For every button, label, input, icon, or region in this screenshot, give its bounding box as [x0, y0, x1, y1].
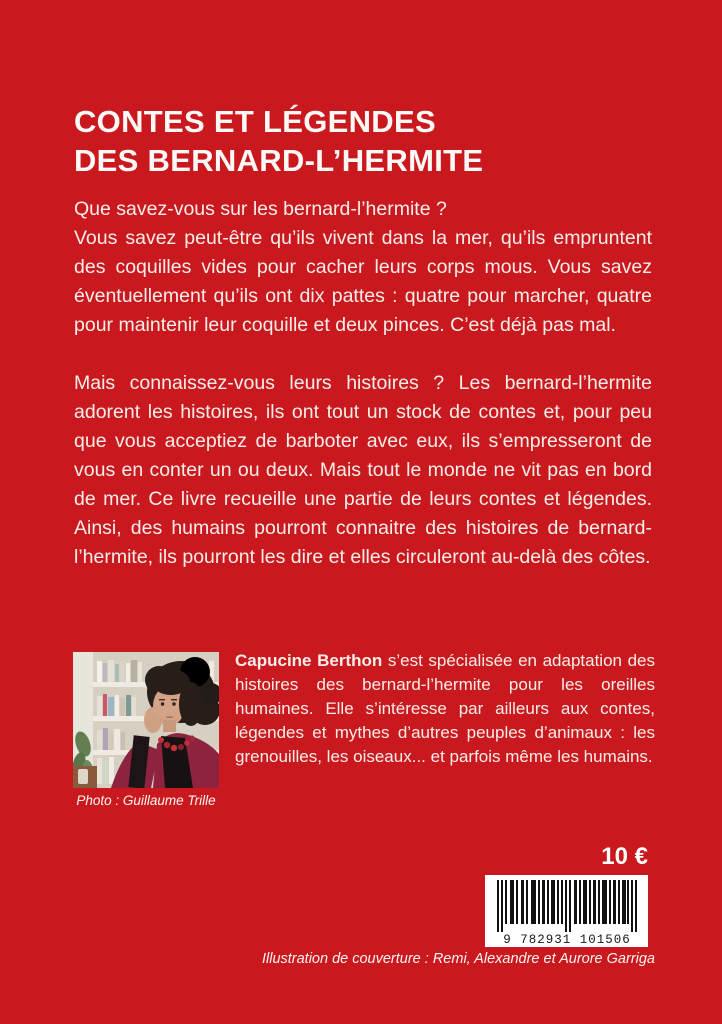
- author-name: Capucine Berthon: [235, 651, 383, 670]
- author-photo-column: [73, 652, 219, 808]
- barcode-image: [485, 875, 648, 947]
- author-bio-text: s’est spécialisée en adaptation des histoires des bernard-l’hermite pour les oreilles humaines. Elle s’intéresse par ailleurs aux contes, légendes et mythes d’autres peuples d’animaux : les grenouilles, les oiseaux... et parfois même les humains.: [235, 651, 655, 766]
- author-section: [73, 652, 655, 808]
- photo-caption: Photo : Guillaume Trille: [76, 793, 216, 808]
- barcode: [485, 875, 648, 947]
- price-label: 10 €: [601, 843, 648, 870]
- isbn-number: 9 782931 101506: [503, 933, 631, 947]
- synopsis-paragraph-3: Mais connaissez-vous leurs histoires ? Les bernard-l’hermite adorent les histoires, ils ont tout un stock de contes et, pour peu que vous acceptiez de barboter avec eux, ils s’empresseront de vous en conter un ou deux. Mais tout le monde ne vit pas en bord de mer. Ce livre recueille une partie de leurs contes et légendes. Ainsi, des humains pourront connaitre des histoires de bernard-l’hermite, ils pourront les dire et elles circuleront au-delà des côtes.: [74, 372, 652, 568]
- book-title: [74, 102, 483, 180]
- synopsis-paragraph-1: Que savez-vous sur les bernard-l’hermite ?: [74, 198, 447, 220]
- book-title-line1: CONTES ET LÉGENDES: [74, 104, 436, 139]
- cover-credit: Illustration de couverture : Remi, Alexandre et Aurore Garriga: [261, 951, 655, 967]
- author-photo: [73, 652, 219, 788]
- synopsis-paragraph-2: Vous savez peut-être qu’ils vivent dans la mer, qu’ils empruntent des coquilles vides pour cacher leurs corps mous. Vous savez éventuellement qu’ils ont dix pattes : quatre pour marcher, quatre pour maintenir leur coquille et deux pinces. C’est déjà pas mal.: [74, 227, 652, 336]
- synopsis: [74, 195, 652, 572]
- author-bio: [235, 649, 655, 769]
- book-title-line2: DES BERNARD-L’HERMITE: [74, 143, 484, 178]
